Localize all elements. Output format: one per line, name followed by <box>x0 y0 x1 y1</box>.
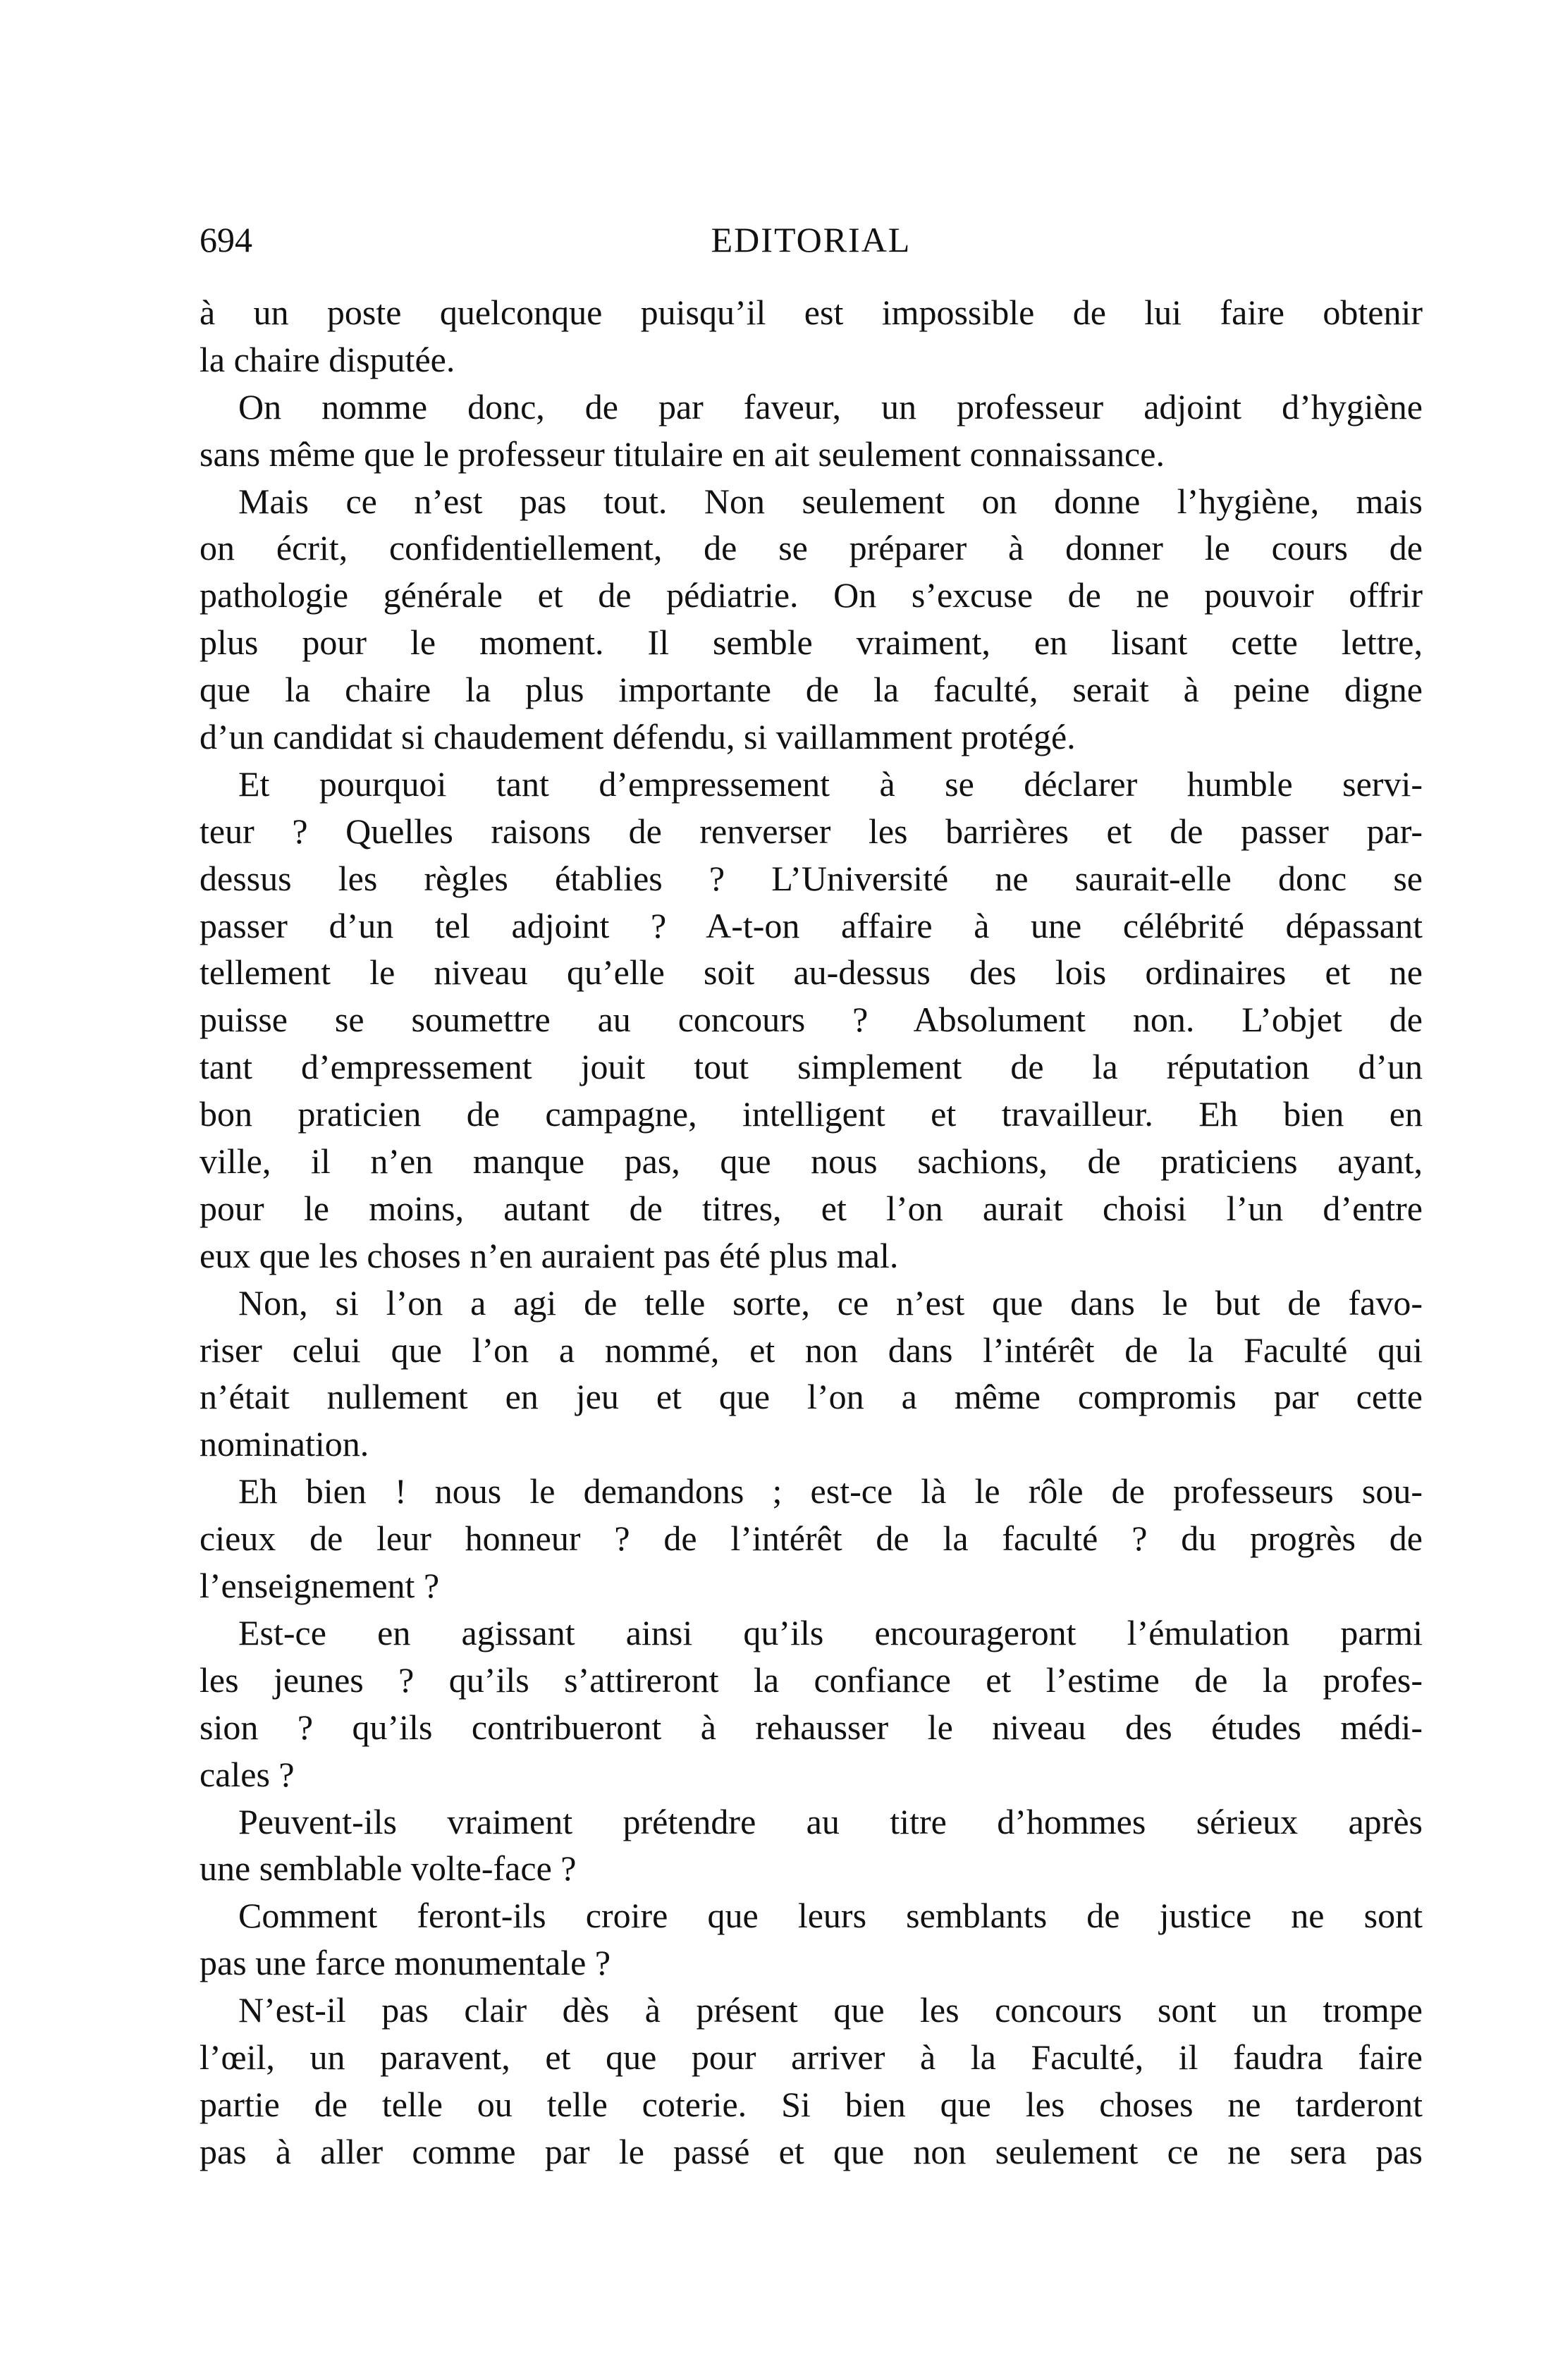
running-title: EDITORIAL <box>711 220 912 259</box>
text-line: pas une farce monumentale ? <box>200 1943 611 1983</box>
text-line: pathologie générale et de pédiatrie. On s’excuse de ne pouvoir offrir <box>200 575 1423 615</box>
text-line: bon praticien de campagne, intelligent et travailleur. Eh bien en <box>200 1094 1423 1134</box>
text-line: la chaire disputée. <box>200 339 455 379</box>
text-line: N’est-il pas clair dès à présent que les concours sont un trompe <box>238 1990 1423 2030</box>
text-line: nomination. <box>200 1424 369 1464</box>
text-line: l’œil, un paravent, et que pour arriver à la Faculté, il faudra faire <box>200 2037 1423 2077</box>
body-text <box>200 289 1423 2176</box>
text-line: les jeunes ? qu’ils s’attireront la confiance et l’estime de la profes- <box>200 1660 1423 1700</box>
text-line: que la chaire la plus importante de la faculté, serait à peine digne <box>200 670 1423 710</box>
text-line: d’un candidat si chaudement défendu, si vaillamment protégé. <box>200 717 1076 757</box>
text-line: sans même que le professeur titulaire en ait seulement connaissance. <box>200 434 1165 474</box>
text-line: cieux de leur honneur ? de l’intérêt de la faculté ? du progrès de <box>200 1519 1423 1559</box>
page-number: 694 <box>200 220 252 259</box>
text-line: eux que les choses n’en auraient pas été plus mal. <box>200 1235 899 1275</box>
page-header <box>200 215 1423 264</box>
text-line: Est-ce en agissant ainsi qu’ils encourageront l’émulation parmi <box>238 1612 1423 1652</box>
text-line: l’enseignement ? <box>200 1566 440 1606</box>
text-line: teur ? Quelles raisons de renverser les barrières et de passer par- <box>200 811 1423 851</box>
text-line: plus pour le moment. Il semble vraiment, en lisant cette lettre, <box>200 622 1423 663</box>
text-line: partie de telle ou telle coterie. Si bien que les choses ne tarderont <box>200 2084 1423 2124</box>
text-line: Et pourquoi tant d’empressement à se déclarer humble servi- <box>238 763 1423 804</box>
text-line: pas à aller comme par le passé et que non seulement ce ne sera pas <box>200 2131 1423 2171</box>
text-line: à un poste quelconque puisqu’il est impossible de lui faire obtenir <box>200 293 1423 332</box>
text-line: ville, il n’en manque pas, que nous sachions, de praticiens ayant, <box>200 1141 1423 1182</box>
text-line: On nomme donc, de par faveur, un professeur adjoint d’hygiène <box>238 386 1423 427</box>
text-line: Eh bien ! nous le demandons ; est-ce là le rôle de professeurs sou- <box>238 1471 1423 1511</box>
text-line: Mais ce n’est pas tout. Non seulement on donne l’hygiène, mais <box>238 481 1423 521</box>
text-line: pour le moins, autant de titres, et l’on aurait choisi l’un d’entre <box>200 1188 1423 1228</box>
text-line: passer d’un tel adjoint ? A-t-on affaire à une célébrité dépassant <box>200 905 1423 945</box>
text-line: Non, si l’on a agi de telle sorte, ce n’est que dans le but de favo- <box>238 1282 1423 1323</box>
text-line: on écrit, confidentiellement, de se préparer à donner le cours de <box>200 528 1423 568</box>
text-line: tant d’empressement jouit tout simplement de la réputation d’un <box>200 1047 1423 1087</box>
text-line: riser celui que l’on a nommé, et non dans l’intérêt de la Faculté qui <box>200 1330 1423 1370</box>
text-line: tellement le niveau qu’elle soit au-dessus des lois ordinaires et ne <box>200 952 1423 993</box>
text-line: cales ? <box>200 1754 295 1794</box>
text-line: puisse se soumettre au concours ? Absolument non. L’objet de <box>200 1000 1423 1040</box>
text-line: sion ? qu’ils contribueront à rehausser le niveau des études médi- <box>200 1707 1423 1747</box>
text-line: une semblable volte-face ? <box>200 1848 577 1889</box>
text-line: Comment feront-ils croire que leurs semblants de justice ne sont <box>238 1896 1423 1936</box>
text-line: Peuvent-ils vraiment prétendre au titre d’hommes sérieux après <box>238 1801 1423 1841</box>
text-line: n’était nullement en jeu et que l’on a même compromis par cette <box>200 1377 1423 1417</box>
text-line: dessus les règles établies ? L’Université ne saurait-elle donc se <box>200 858 1423 898</box>
